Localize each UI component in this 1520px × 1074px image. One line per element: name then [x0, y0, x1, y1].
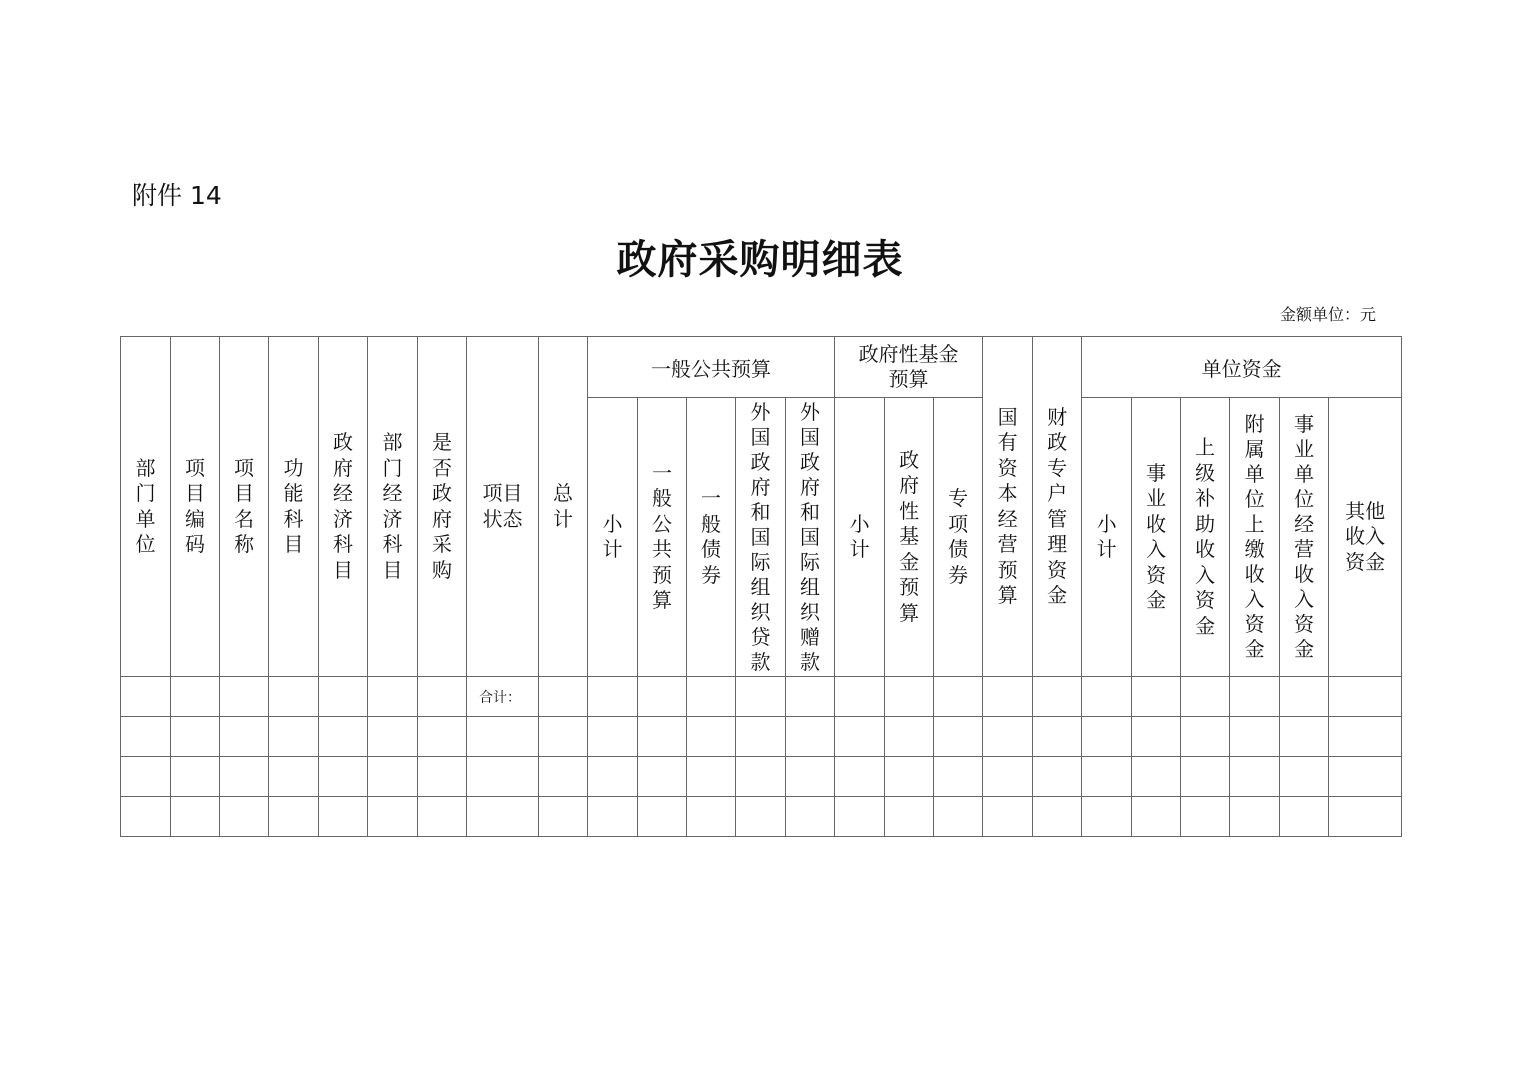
table-cell [1033, 757, 1082, 797]
header-function-subject [269, 337, 319, 677]
table-cell [736, 797, 786, 837]
table-cell [368, 677, 418, 717]
table-cell [121, 677, 171, 717]
table-cell [368, 757, 418, 797]
table-cell [418, 717, 467, 757]
header-label: 部门单位 [135, 455, 156, 556]
table-cell [1132, 717, 1181, 757]
table-cell [1082, 757, 1132, 797]
table-row [121, 717, 1402, 757]
table-cell [539, 797, 588, 837]
table-cell [588, 717, 638, 757]
table-cell [1082, 717, 1132, 757]
attachment-label: 附件 14 [132, 181, 222, 210]
table-cell [1329, 757, 1402, 797]
table-cell [220, 757, 269, 797]
table-cell [736, 717, 786, 757]
table-cell [539, 717, 588, 757]
table-cell [638, 757, 687, 797]
header-project-code [171, 337, 220, 677]
table-cell [934, 757, 983, 797]
header-project-status [467, 337, 539, 677]
group-label: 一般公共预算 [651, 356, 772, 381]
table-cell [983, 757, 1033, 797]
table-cell [1280, 717, 1329, 757]
table-cell [588, 797, 638, 837]
table-cell [220, 717, 269, 757]
table-cell [1181, 797, 1230, 837]
table-row-summary [121, 677, 1402, 717]
header-label: 是否政府采购 [432, 430, 452, 582]
table-cell [418, 677, 467, 717]
group-general-budget [588, 337, 835, 398]
header-label: 政府性基金预算 [899, 447, 920, 625]
header-gb-foreign-grants [786, 398, 835, 677]
table-cell [171, 677, 220, 717]
header-gb-general-public [638, 398, 687, 677]
table-cell [885, 717, 934, 757]
table-row [121, 797, 1402, 837]
header-label: 其他收入资金 [1345, 498, 1386, 574]
header-label: 部门经济科目 [382, 430, 403, 582]
summary-label: 合计： [479, 689, 521, 706]
header-project-name [220, 337, 269, 677]
header-label: 外国政府和国际组织赠款 [800, 399, 821, 674]
header-uf-affiliated-remit [1230, 398, 1280, 677]
table-cell [736, 677, 786, 717]
table-cell [1230, 677, 1280, 717]
group-label: 政府性基金预算 [858, 341, 959, 391]
header-is-gov-procurement [418, 337, 467, 677]
header-label: 总计 [553, 481, 573, 531]
header-uf-business-income [1132, 398, 1181, 677]
table-cell [1033, 797, 1082, 837]
header-gb-foreign-loans [736, 398, 786, 677]
table-cell [269, 757, 319, 797]
header-label: 政府经济科目 [333, 430, 353, 582]
header-total [539, 337, 588, 677]
header-dept-econ-subject [368, 337, 418, 677]
table-cell [638, 677, 687, 717]
table-cell [121, 797, 171, 837]
header-label: 附属单位上缴收入资金 [1244, 412, 1265, 661]
table-cell [1329, 717, 1402, 757]
table-cell [1280, 677, 1329, 717]
table-cell [1033, 717, 1082, 757]
table-cell [1033, 677, 1082, 717]
table-cell [786, 757, 835, 797]
table-cell [1181, 717, 1230, 757]
table-cell [835, 717, 885, 757]
header-gov-econ-subject [319, 337, 368, 677]
table-cell [983, 797, 1033, 837]
table-cell [983, 677, 1033, 717]
page-title: 政府采购明细表 [616, 236, 904, 283]
table-cell [1230, 757, 1280, 797]
header-label: 小计 [1096, 511, 1117, 561]
table-cell [885, 757, 934, 797]
table-cell [418, 757, 467, 797]
table-cell [1082, 677, 1132, 717]
table-cell [1280, 757, 1329, 797]
header-label: 项目名称 [234, 455, 254, 556]
table-cell [467, 717, 539, 757]
header-gb-general-bonds [687, 398, 736, 677]
table-cell [467, 797, 539, 837]
table-cell [1230, 717, 1280, 757]
header-label: 小计 [849, 511, 870, 561]
table-cell [319, 757, 368, 797]
header-gf-fund-budget [885, 398, 934, 677]
table-cell [1230, 797, 1280, 837]
table-cell [786, 797, 835, 837]
table-cell [885, 797, 934, 837]
table-cell [121, 717, 171, 757]
table-cell [539, 757, 588, 797]
table-cell [687, 717, 736, 757]
table-cell [220, 797, 269, 837]
table-cell [418, 797, 467, 837]
table-cell [269, 797, 319, 837]
table-cell [1280, 797, 1329, 837]
table-cell [220, 677, 269, 717]
table-cell [835, 677, 885, 717]
table-cell [1132, 677, 1181, 717]
summary-label-cell [467, 677, 539, 717]
table-cell [687, 797, 736, 837]
table-cell [539, 677, 588, 717]
table-cell [588, 677, 638, 717]
table-cell [171, 757, 220, 797]
table-cell [368, 797, 418, 837]
table-cell [319, 797, 368, 837]
header-label: 小计 [602, 511, 623, 561]
table-cell [736, 757, 786, 797]
header-label: 专项债券 [948, 486, 969, 587]
header-uf-business-operating [1280, 398, 1329, 677]
table-cell [1132, 797, 1181, 837]
header-label: 项目状态 [482, 481, 523, 531]
table-cell [1181, 757, 1230, 797]
table-cell [588, 757, 638, 797]
header-dept-unit [121, 337, 171, 677]
table-cell [786, 677, 835, 717]
table-cell [269, 677, 319, 717]
header-row-1 [121, 337, 1402, 398]
group-label: 单位资金 [1201, 356, 1282, 381]
group-gov-fund-budget [835, 337, 983, 398]
group-unit-funds [1082, 337, 1402, 398]
table-cell [638, 717, 687, 757]
header-label: 事业收入资金 [1146, 460, 1167, 612]
header-label: 功能科目 [283, 455, 304, 556]
header-uf-subtotal [1082, 398, 1132, 677]
header-label: 一般债券 [701, 486, 721, 587]
header-label: 国有资本经营预算 [997, 404, 1018, 607]
table-cell [687, 677, 736, 717]
table-cell [319, 677, 368, 717]
table-cell [171, 797, 220, 837]
table-cell [1132, 757, 1181, 797]
table-cell [467, 757, 539, 797]
header-label: 一般公共预算 [652, 460, 672, 612]
table-cell [121, 757, 171, 797]
table-cell [934, 797, 983, 837]
table-cell [835, 797, 885, 837]
table-cell [1329, 677, 1402, 717]
table-cell [269, 717, 319, 757]
header-state-capital-budget [983, 337, 1033, 677]
table-cell [934, 677, 983, 717]
table-cell [835, 757, 885, 797]
table-cell [786, 717, 835, 757]
header-label: 上级补助收入资金 [1195, 435, 1216, 638]
table-cell [1181, 677, 1230, 717]
table-cell [368, 717, 418, 757]
table-cell [1329, 797, 1402, 837]
header-gf-subtotal [835, 398, 885, 677]
table-cell [983, 717, 1033, 757]
table-cell [934, 717, 983, 757]
table-cell [885, 677, 934, 717]
header-uf-other-income [1329, 398, 1402, 677]
header-gf-special-bonds [934, 398, 983, 677]
table-cell [1082, 797, 1132, 837]
header-label: 财政专户管理资金 [1047, 404, 1068, 607]
table-row [121, 757, 1402, 797]
table-cell [687, 757, 736, 797]
table-cell [319, 717, 368, 757]
header-label: 外国政府和国际组织贷款 [750, 399, 771, 674]
unit-note: 金额单位：元 [1279, 305, 1376, 324]
table-cell [171, 717, 220, 757]
header-fiscal-special-fund [1033, 337, 1082, 677]
header-gb-subtotal [588, 398, 638, 677]
procurement-table [120, 336, 1402, 837]
header-uf-superior-subsidy [1181, 398, 1230, 677]
header-label: 项目编码 [185, 455, 205, 556]
header-label: 事业单位经营收入资金 [1294, 412, 1315, 661]
table-cell [638, 797, 687, 837]
